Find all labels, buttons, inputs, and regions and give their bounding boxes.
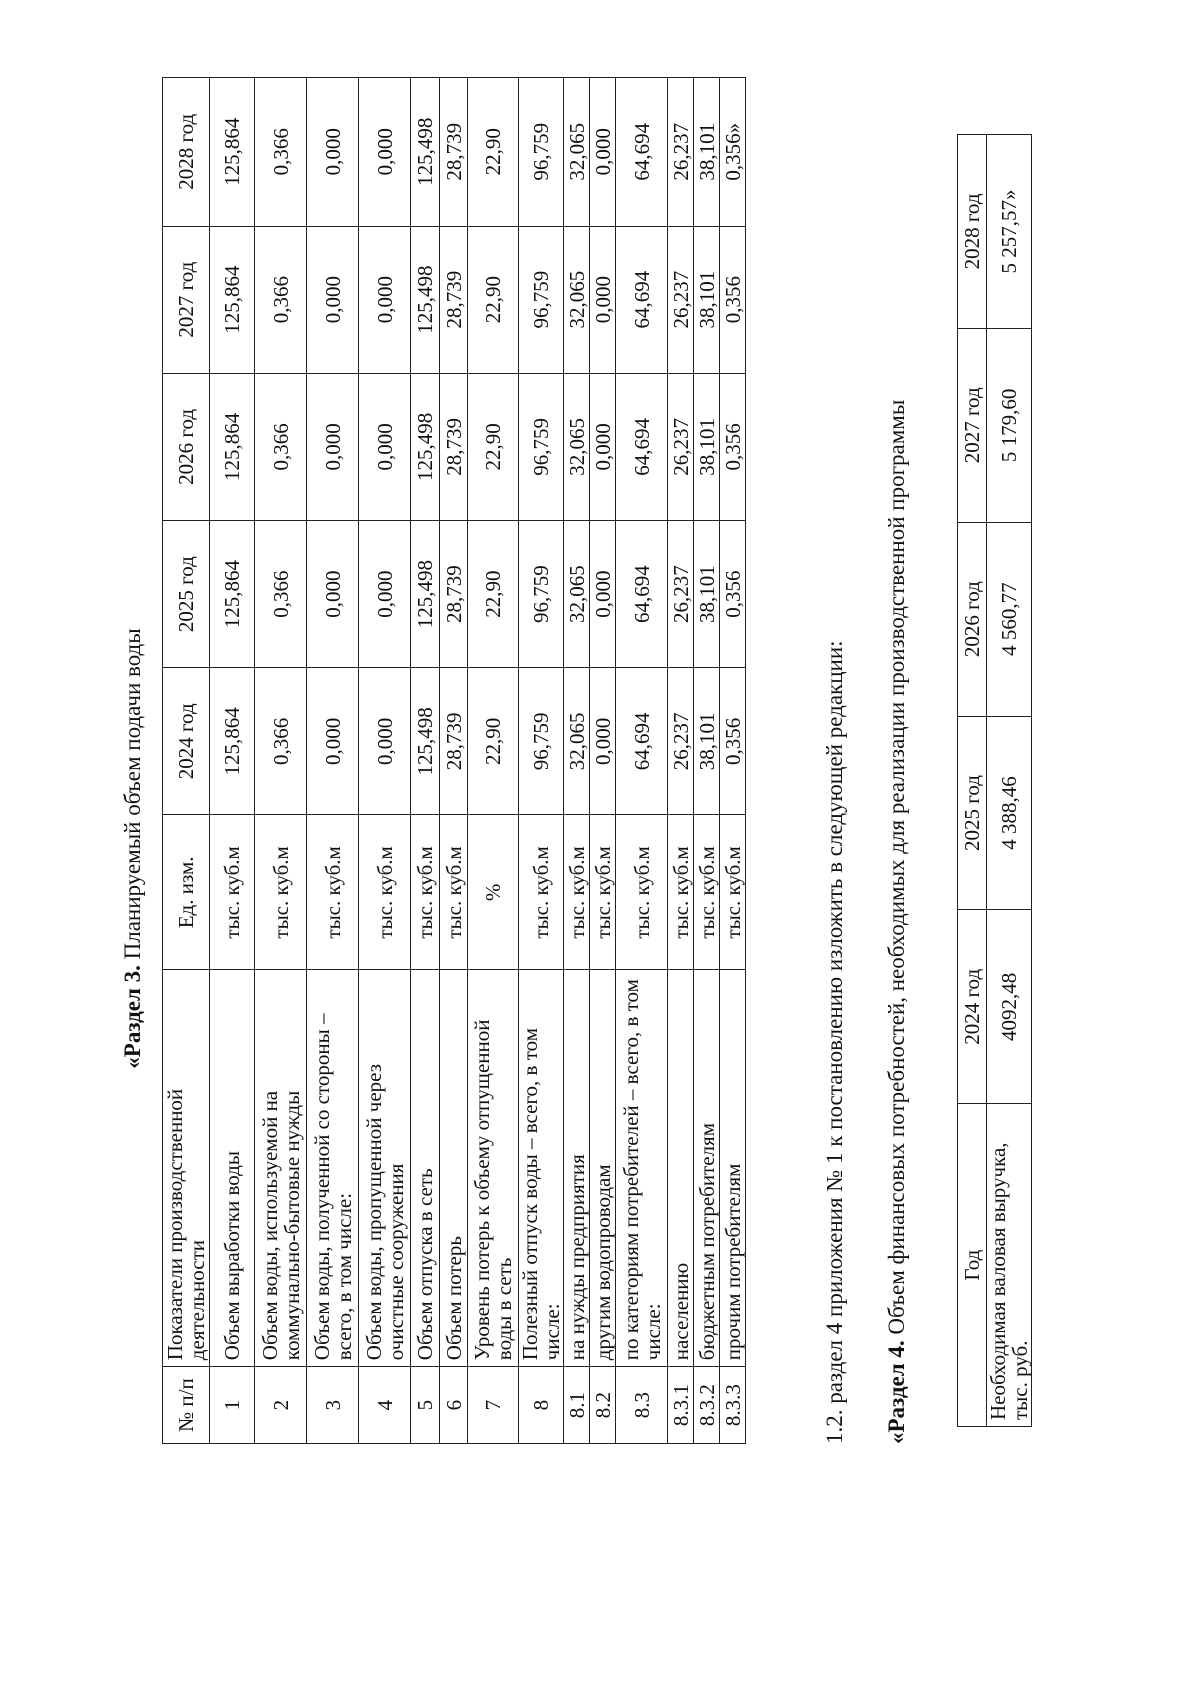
table-row — [694, 78, 720, 1444]
value-2026: 0,366 — [255, 373, 307, 520]
row-number: 8.1 — [564, 1367, 590, 1444]
row-number: 6 — [440, 1367, 468, 1444]
section3-title — [120, 0, 146, 1697]
value-2027: 0,000 — [590, 226, 616, 373]
table-row — [590, 78, 616, 1444]
row-indicator: на нужды предприятия — [564, 970, 590, 1367]
section3-title-bold: «Раздел 3. — [120, 965, 145, 1069]
row-number: 2 — [255, 1367, 307, 1444]
row-number: 4 — [359, 1367, 411, 1444]
value-2024: 26,237 — [668, 668, 694, 815]
value-2028: 22,90 — [468, 78, 519, 227]
row-indicator: Необходимая валовая выручка, тыс. руб. — [987, 1104, 1032, 1427]
row-number: 8 — [519, 1367, 564, 1444]
value-2027: 28,739 — [440, 226, 468, 373]
value-2026: 64,694 — [616, 373, 668, 520]
header-cell-2026: 2026 год — [163, 373, 210, 520]
value-2024: 0,000 — [359, 668, 411, 815]
value-2027: 38,101 — [694, 226, 720, 373]
value-2026: 125,864 — [210, 373, 255, 520]
header-cell-2027: 2027 год — [163, 226, 210, 373]
row-unit: тыс. куб.м — [668, 815, 694, 970]
value-2024: 125,498 — [411, 668, 440, 815]
row-unit: тыс. куб.м — [590, 815, 616, 970]
value-2025: 4 388,46 — [987, 716, 1032, 910]
table-row — [307, 78, 359, 1444]
header-cell-2024: 2024 год — [958, 910, 987, 1104]
header-cell-2026: 2026 год — [958, 522, 987, 716]
value-2024: 28,739 — [440, 668, 468, 815]
value-2024: 32,065 — [564, 668, 590, 815]
section4-title-bold: «Раздел 4. — [884, 1340, 909, 1444]
value-2025: 28,739 — [440, 520, 468, 667]
row-unit: тыс. куб.м — [694, 815, 720, 970]
value-2028: 26,237 — [668, 78, 694, 227]
value-2027: 0,000 — [359, 226, 411, 373]
value-2025: 26,237 — [668, 520, 694, 667]
row-indicator: Объем потерь — [440, 970, 468, 1367]
value-2028: 32,065 — [564, 78, 590, 227]
row-number: 7 — [468, 1367, 519, 1444]
value-2024: 64,694 — [616, 668, 668, 815]
value-2024: 22,90 — [468, 668, 519, 815]
value-2028: 38,101 — [694, 78, 720, 227]
value-2028: 0,000 — [307, 78, 359, 227]
value-2025: 0,000 — [307, 520, 359, 667]
value-2025: 0,356 — [720, 520, 746, 667]
header-cell-no: № п/п — [163, 1367, 210, 1444]
table-header-row — [958, 135, 987, 1427]
water-supply-table — [162, 77, 746, 1444]
value-2028: 64,694 — [616, 78, 668, 227]
value-2025: 96,759 — [519, 520, 564, 667]
value-2027: 0,366 — [255, 226, 307, 373]
row-number: 8.3.2 — [694, 1367, 720, 1444]
row-unit: тыс. куб.м — [307, 815, 359, 970]
value-2026: 26,237 — [668, 373, 694, 520]
table-row — [987, 135, 1032, 1427]
value-2027: 125,498 — [411, 226, 440, 373]
value-2025: 125,498 — [411, 520, 440, 667]
value-2028: 5 257,57» — [987, 135, 1032, 329]
table-row — [720, 78, 746, 1444]
value-2026: 0,000 — [590, 373, 616, 520]
row-number: 1 — [210, 1367, 255, 1444]
row-unit: тыс. куб.м — [359, 815, 411, 970]
row-number: 3 — [307, 1367, 359, 1444]
table-header-row — [163, 78, 210, 1444]
value-2027: 0,356 — [720, 226, 746, 373]
row-number: 8.3.1 — [668, 1367, 694, 1444]
value-2026: 96,759 — [519, 373, 564, 520]
value-2025: 64,694 — [616, 520, 668, 667]
table-row — [440, 78, 468, 1444]
table-row — [359, 78, 411, 1444]
value-2025: 0,366 — [255, 520, 307, 667]
row-indicator: Полезный отпуск воды – всего, в том числе: — [519, 970, 564, 1367]
value-2026: 125,498 — [411, 373, 440, 520]
value-2024: 0,366 — [255, 668, 307, 815]
row-number: 8.3 — [616, 1367, 668, 1444]
value-2026: 0,000 — [359, 373, 411, 520]
row-unit: тыс. куб.м — [519, 815, 564, 970]
row-indicator: Объем выработки воды — [210, 970, 255, 1367]
value-2028: 96,759 — [519, 78, 564, 227]
value-2026: 0,356 — [720, 373, 746, 520]
table-row — [668, 78, 694, 1444]
value-2025: 38,101 — [694, 520, 720, 667]
section4-title — [884, 400, 910, 1444]
header-cell-2025: 2025 год — [958, 716, 987, 910]
value-2024: 4092,48 — [987, 910, 1032, 1104]
row-unit: тыс. куб.м — [411, 815, 440, 970]
value-2026: 32,065 — [564, 373, 590, 520]
table-row — [255, 78, 307, 1444]
table-row — [411, 78, 440, 1444]
value-2027: 64,694 — [616, 226, 668, 373]
value-2024: 38,101 — [694, 668, 720, 815]
row-indicator: населению — [668, 970, 694, 1367]
value-2028: 125,498 — [411, 78, 440, 227]
value-2024: 0,000 — [590, 668, 616, 815]
row-unit: тыс. куб.м — [564, 815, 590, 970]
value-2028: 0,356» — [720, 78, 746, 227]
row-unit: % — [468, 815, 519, 970]
header-cell-indicator: Показатели производственной деятельности — [163, 970, 210, 1367]
section4-title-text: Объем финансовых потребностей, необходимых для реализации производственной программы — [884, 399, 909, 1341]
value-2026: 28,739 — [440, 373, 468, 520]
value-2027: 125,864 — [210, 226, 255, 373]
value-2024: 0,000 — [307, 668, 359, 815]
header-cell-2027: 2027 год — [958, 328, 987, 522]
header-cell-2028: 2028 год — [958, 135, 987, 329]
value-2026: 22,90 — [468, 373, 519, 520]
row-number: 8.2 — [590, 1367, 616, 1444]
row-indicator: другим водопроводам — [590, 970, 616, 1367]
row-unit: тыс. куб.м — [720, 815, 746, 970]
value-2027: 22,90 — [468, 226, 519, 373]
row-indicator: Объем воды, полученной со стороны – всего, в том числе: — [307, 970, 359, 1367]
value-2027: 96,759 — [519, 226, 564, 373]
row-indicator: по категориям потребителей – всего, в том числе: — [616, 970, 668, 1367]
value-2028: 0,366 — [255, 78, 307, 227]
row-number: 8.3.3 — [720, 1367, 746, 1444]
financial-needs-table — [957, 134, 1032, 1427]
value-2024: 0,356 — [720, 668, 746, 815]
value-2027: 0,000 — [307, 226, 359, 373]
header-cell-year: Год — [958, 1104, 987, 1427]
row-unit: тыс. куб.м — [616, 815, 668, 970]
header-cell-2025: 2025 год — [163, 520, 210, 667]
row-number: 5 — [411, 1367, 440, 1444]
row-unit: тыс. куб.м — [255, 815, 307, 970]
value-2028: 28,739 — [440, 78, 468, 227]
table-row — [519, 78, 564, 1444]
row-indicator: прочим потребителям — [720, 970, 746, 1367]
value-2027: 5 179,60 — [987, 328, 1032, 522]
row-indicator: Объем отпуска в сеть — [411, 970, 440, 1367]
value-2025: 125,864 — [210, 520, 255, 667]
value-2024: 125,864 — [210, 668, 255, 815]
value-2026: 0,000 — [307, 373, 359, 520]
table-row — [616, 78, 668, 1444]
value-2028: 0,000 — [359, 78, 411, 227]
value-2025: 32,065 — [564, 520, 590, 667]
value-2025: 0,000 — [590, 520, 616, 667]
row-unit: тыс. куб.м — [440, 815, 468, 970]
value-2024: 96,759 — [519, 668, 564, 815]
value-2027: 26,237 — [668, 226, 694, 373]
row-indicator: Объем воды, пропущенной через очистные сооружения — [359, 970, 411, 1367]
row-unit: тыс. куб.м — [210, 815, 255, 970]
value-2027: 32,065 — [564, 226, 590, 373]
value-2026: 38,101 — [694, 373, 720, 520]
table-row — [468, 78, 519, 1444]
header-cell-2028: 2028 год — [163, 78, 210, 227]
value-2028: 125,864 — [210, 78, 255, 227]
value-2026: 4 560,77 — [987, 522, 1032, 716]
section3-title-text: Планируемый объем подачи воды — [120, 628, 145, 966]
header-cell-unit: Ед. изм. — [163, 815, 210, 970]
table-row — [210, 78, 255, 1444]
value-2025: 0,000 — [359, 520, 411, 667]
value-2025: 22,90 — [468, 520, 519, 667]
value-2028: 0,000 — [590, 78, 616, 227]
header-cell-2024: 2024 год — [163, 668, 210, 815]
row-indicator: бюджетным потребителям — [694, 970, 720, 1367]
row-indicator: Объем воды, используемой на коммунально-бытовые нужды — [255, 970, 307, 1367]
amendment-paragraph: 1.2. раздел 4 приложения № 1 к постановлению изложить в следующей редакции: — [822, 640, 847, 1444]
table-row — [564, 78, 590, 1444]
row-indicator: Уровень потерь к объему отпущенной воды в сеть — [468, 970, 519, 1367]
